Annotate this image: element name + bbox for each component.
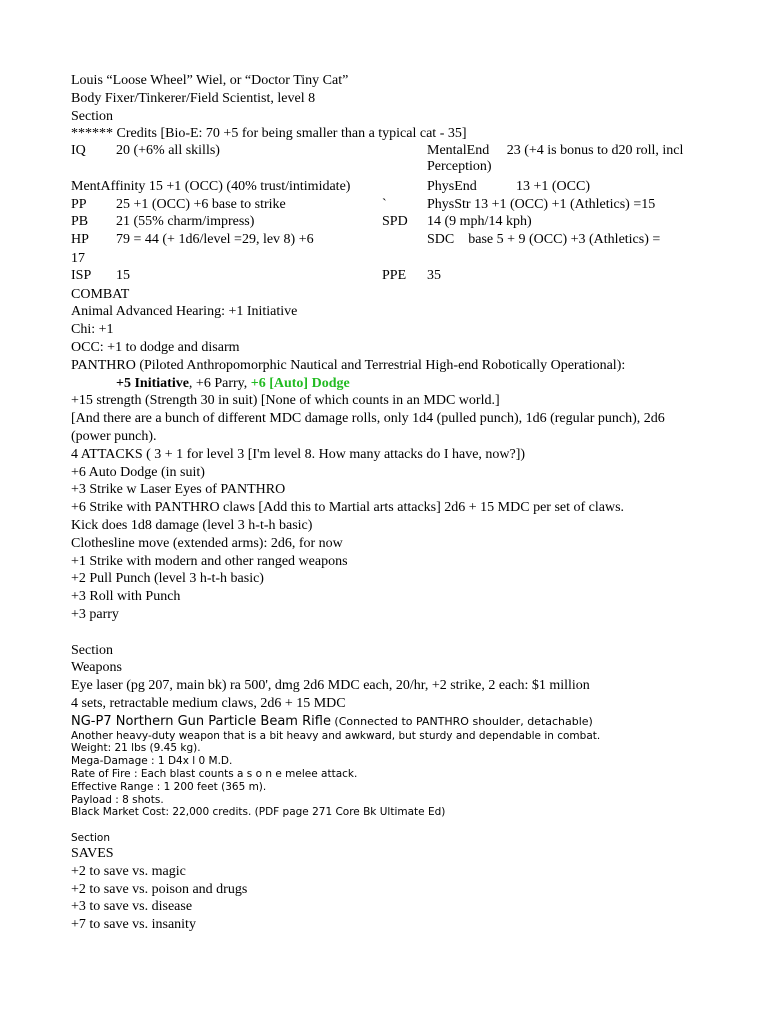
rifle-weight: Weight: 21 lbs (9.45 kg). xyxy=(71,742,201,755)
combat-strike-modern: +1 Strike with modern and other ranged weapons xyxy=(71,553,348,569)
combat-hearing: Animal Advanced Hearing: +1 Initiative xyxy=(71,304,298,320)
combat-panthro: PANTHRO (Piloted Anthropomorphic Nautical and Terrestrial High-end Robotically Operational): xyxy=(71,357,626,373)
weapon-claws: 4 sets, retractable medium claws, 2d6 + 15 MDC xyxy=(71,695,346,711)
mentalend-label: MentalEnd xyxy=(427,143,490,159)
combat-roll-punch: +3 Roll with Punch xyxy=(71,589,181,605)
combat-laser: +3 Strike w Laser Eyes of PANTHRO xyxy=(71,482,286,498)
ppe-label: PPE xyxy=(382,267,407,283)
stat-row-pp xyxy=(71,197,691,215)
saves-section-label: Section xyxy=(71,832,111,845)
pp-value: 25 +1 (OCC) +6 base to strike xyxy=(116,196,286,212)
rifle-payload: Payload : 8 shots. xyxy=(71,793,164,806)
combat-auto-dodge: +6 Auto Dodge (in suit) xyxy=(71,464,205,480)
stat-row-isp xyxy=(71,268,691,286)
pp-label: PP xyxy=(71,196,87,212)
sdc-stat xyxy=(427,232,660,248)
rifle-note: (Connected to PANTHRO shoulder, detachable) xyxy=(330,714,593,728)
panthro-bonuses xyxy=(71,375,691,393)
combat-attacks: 4 ATTACKS ( 3 + 1 for level 3 [I'm level 8. How many attacks do I have, now?]) xyxy=(71,446,526,462)
rifle-range: Effective Range : 1 200 feet (365 m). xyxy=(71,780,267,793)
physend-label: PhysEnd xyxy=(427,178,477,194)
stat-row-hp xyxy=(71,232,691,250)
combat-strength: +15 strength (Strength 30 in suit) [None of which counts in an MDC world.] xyxy=(71,393,500,409)
combat-heading: COMBAT xyxy=(71,286,130,302)
physend-value: 13 +1 (OCC) xyxy=(516,178,591,194)
spd-value: 14 (9 mph/14 kph) xyxy=(427,214,532,230)
iq-value: 20 (+6% all skills) xyxy=(116,143,220,159)
stat-row-pb xyxy=(71,214,691,232)
isp-value: 15 xyxy=(116,267,130,283)
section-label: Section xyxy=(71,108,113,124)
rifle-damage: Mega-Damage : 1 D4x l 0 M.D. xyxy=(71,755,233,768)
pb-value: 21 (55% charm/impress) xyxy=(116,214,255,230)
rifle-rate-of-fire: Rate of Fire : Each blast counts a s o n e melee attack. xyxy=(71,768,358,781)
credits-line: ****** Credits [Bio-E: 70 +5 for being smaller than a typical cat - 35] xyxy=(71,126,467,142)
rifle-description: Another heavy-duty weapon that is a bit heavy and awkward, but sturdy and dependable in combat. xyxy=(71,729,601,742)
combat-pull-punch: +2 Pull Punch (level 3 h-t-h basic) xyxy=(71,571,264,587)
character-name: Louis “Loose Wheel” Wiel, or “Doctor Tiny Cat” xyxy=(71,73,349,88)
pb-label: PB xyxy=(71,214,89,230)
sdc-label: SDC xyxy=(427,232,455,248)
combat-parry: +3 parry xyxy=(71,606,119,622)
rifle-name: NG-P7 Northern Gun Particle Beam Rifle xyxy=(71,713,331,729)
parry-bonus: , +6 Parry, xyxy=(188,375,251,391)
save-item: +2 to save vs. poison and drugs xyxy=(71,881,248,897)
combat-occ: OCC: +1 to dodge and disarm xyxy=(71,339,240,355)
character-occ: Body Fixer/Tinkerer/Field Scientist, level 8 xyxy=(71,90,316,106)
mentalend-stat xyxy=(427,143,692,175)
combat-claws: +6 Strike with PANTHRO claws [Add this to Martial arts attacks] 2d6 + 15 MDC per set of claws. xyxy=(71,500,625,516)
initiative-bonus: +5 Initiative xyxy=(116,375,189,391)
weapon-eye-laser: Eye laser (pg 207, main bk) ra 500', dmg 2d6 MDC each, 20/hr, +2 strike, 2 each: $1 million xyxy=(71,678,590,694)
combat-mdc-rolls: [And there are a bunch of different MDC damage rolls, only 1d4 (pulled punch), 1d6 (regular punch), 2d6 (power punch). xyxy=(71,411,665,444)
ppe-value: 35 xyxy=(427,267,441,283)
isp-label: ISP xyxy=(71,267,92,283)
rifle-cost: Black Market Cost: 22,000 credits. (PDF page 271 Core Bk Ultimate Ed) xyxy=(71,806,446,819)
stray-tick: ` xyxy=(382,196,387,212)
character-sheet xyxy=(71,72,691,934)
spacer xyxy=(71,624,691,642)
weapons-section-label: Section xyxy=(71,642,113,658)
save-item: +7 to save vs. insanity xyxy=(71,917,196,933)
auto-dodge-bonus: +6 [Auto] Dodge xyxy=(250,375,350,391)
weapons-heading: Weapons xyxy=(71,660,122,676)
combat-clothesline: Clothesline move (extended arms): 2d6, for now xyxy=(71,535,343,551)
iq-label: IQ xyxy=(71,143,86,159)
saves-heading: SAVES xyxy=(71,846,114,862)
rifle-title xyxy=(71,713,691,730)
spd-label: SPD xyxy=(382,214,408,230)
sdc-value: base 5 + 9 (OCC) +3 (Athletics) = xyxy=(468,232,661,248)
save-item: +3 to save vs. disease xyxy=(71,899,193,915)
stat-row-iq xyxy=(71,143,691,179)
hp-continuation: 17 xyxy=(71,250,85,266)
mentalend-value: 23 (+4 is bonus to d20 roll, incl Perception) xyxy=(427,143,684,175)
combat-chi: Chi: +1 xyxy=(71,322,114,338)
mentaffinity-text: MentAffinity 15 +1 (OCC) (40% trust/intimidate) xyxy=(71,178,351,194)
save-item: +2 to save vs. magic xyxy=(71,863,186,879)
hp-label: HP xyxy=(71,232,89,248)
hp-value: 79 = 44 (+ 1d6/level =29, lev 8) +6 xyxy=(116,232,314,248)
physstr-text: PhysStr 13 +1 (OCC) +1 (Athletics) =15 xyxy=(427,196,656,212)
combat-kick: Kick does 1d8 damage (level 3 h-t-h basic) xyxy=(71,517,313,533)
stat-row-ma xyxy=(71,179,691,197)
